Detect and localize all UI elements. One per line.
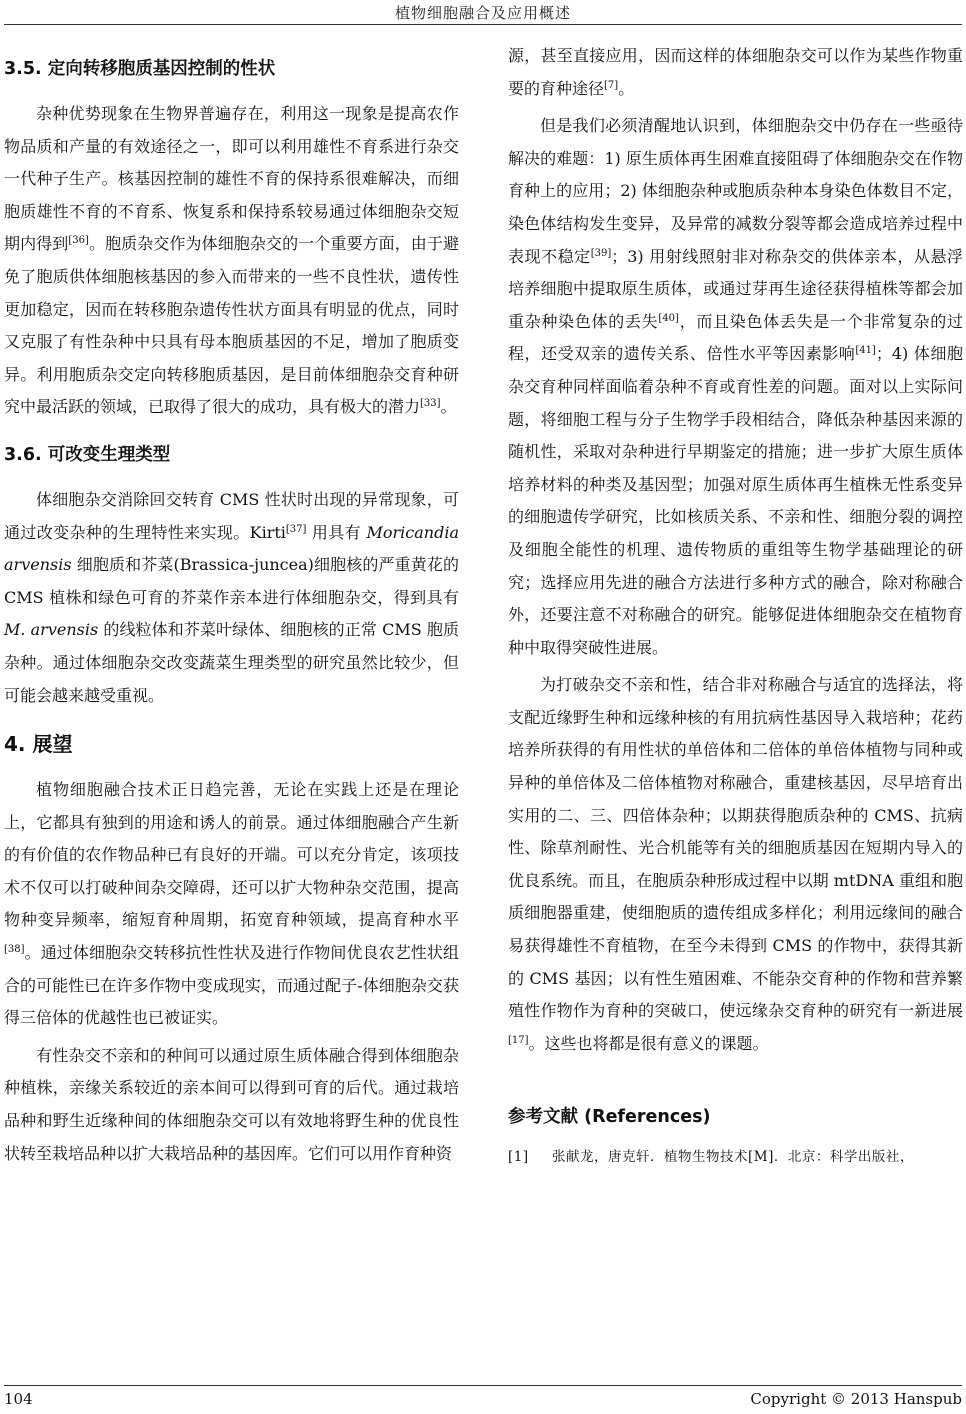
citation: [39] (590, 247, 612, 259)
challenges-paragraph: 但是我们必须清醒地认识到，体细胞杂交中仍存在一些亟待解决的难题：1) 原生质体再生困难直接阻碍了体细胞杂交在作物育种上的应用；2) 体细胞杂种或胞质杂种本身染色体数目不定，染色体结构发生变异，及异常的减数分裂等都会造成培养过程中表现不稳定[39]；3) 用射线照射非对称杂交的供体亲本，从悬浮培养细胞中提取原生质体，或通过芽再生途径获得植株等都会加重杂种染色体的丢失[40]，而且染色体丢失是一个非常复杂的过程，还受双亲的遗传关系、倍性水平等因素影响[41]；4) 体细胞杂交育种同样面临着杂种不育或育性差的问题。面对以上实际问题，将细胞工程与分子生物学手段相结合，降低杂种基因来源的随机性，采取对杂种进行早期鉴定的措施；进一步扩大原生质体培养材料的种类及基因型；加强对原生质体再生植株无性系变异的细胞遗传学研究，比如核质关系、不亲和性、细胞分裂的调控及细胞全能性的机理、遗传物质的重组等生物学基础理论的研究；选择应用先进的融合方法进行多种方式的融合，除对称融合外，还要注意不对称融合的研究。能够促进体细胞杂交在植物育种中取得突破性进展。 (508, 116, 963, 657)
running-title: 植物细胞融合及应用概述 (394, 4, 571, 22)
citation: [41] (855, 345, 876, 357)
reference-item (508, 1146, 963, 1168)
reference-number: [1] (508, 1149, 529, 1166)
reference-text: 张献龙，唐克轩．植物生物技术[M]．北京：科学出版社， (552, 1149, 914, 1166)
citation: [7] (604, 79, 619, 91)
section-3-6-paragraph: 体细胞杂交消除回交转育 CMS 性状时出现的异常现象，可通过改变杂种的生理特性来实现。Kirti[37] 用具有 Moricandia arvensis 细胞质和芥菜(Brassica-juncea)细胞核的严重黄花的 CMS 植株和绿色可育的芥菜作亲本进行体细胞杂交，得到具有 M. arvensis 的线粒体和芥菜叶绿体、细胞核的正常 CMS 胞质杂种。通过体细胞杂交改变蔬菜生理类型的研究虽然比较少，但可能会越来越受重视。 (4, 489, 459, 705)
section-3-5-paragraph: 杂种优势现象在生物界普遍存在，利用这一现象是提高农作物品质和产量的有效途径之一，即可以利用雄性不育系进行杂交一代种子生产。核基因控制的雄性不育的保持系很难解决，而细胞质雄性不育的不育系、恢复系和保持系较易通过体细胞杂交短期内得到[36]。胞质杂交作为体细胞杂交的一个重要方面，由于避免了胞质供体细胞核基因的参入而带来的一些不良性状，遗传性更加稳定，因而在转移胞杂遗传性状方面具有明显的优点，同时又克服了有性杂种中只具有母本胞质基因的不足，增加了胞质变异。利用胞质杂交定向转移胞质基因，是目前体细胞杂交育种研究中最活跃的领域，已取得了很大的成功，具有极大的潜力[33]。 (4, 104, 459, 417)
species-name: M. arvensis (4, 620, 99, 640)
section-4-paragraph-1: 植物细胞融合技术正日趋完善，无论在实践上还是在理论上，它都具有独到的用途和诱人的前景。通过体细胞融合产生新的有价值的农作物品种已有良好的开端。可以充分肯定，该项技术不仅可以打破种间杂交障碍，还可以扩大物种杂交范围，提高物种变异频率，缩短育种周期，拓宽育种领域，提高育种水平[38]。通过体细胞杂交转移抗性性状及进行作物间优良农艺性状组合的可能性已在许多作物中变成现实，而通过配子-体细胞杂交获得三倍体的优越性也已被证实。 (4, 780, 459, 1028)
continued-paragraph: 源，甚至直接应用，因而这样的体细胞杂交可以作为某些作物重要的育种途径[7]。 (508, 46, 963, 98)
citation: [33] (420, 398, 441, 410)
header-rule (4, 24, 962, 25)
page-number: 104 (4, 1390, 33, 1408)
section-4-heading: 4. 展望 (4, 732, 73, 757)
species-name: Moricandia arvensis (4, 522, 459, 575)
footer-rule (4, 1385, 962, 1386)
copyright-notice: Copyright © 2013 Hanspub (750, 1390, 962, 1408)
right-column (508, 40, 963, 1168)
section-3-5-heading: 3.5. 定向转移胞质基因控制的性状 (4, 59, 276, 79)
citation: [17] (508, 1034, 529, 1046)
outlook-paragraph: 为打破杂交不亲和性，结合非对称融合与适宜的选择法，将支配近缘野生种和远缘种核的有用抗病性基因导入栽培种；花药培养所获得的有用性状的单倍体和二倍体的单倍体植物与同种或异种的单倍体及二倍体植物对称融合，重建核基因，尽早培育出实用的二、三、四倍体杂种；以期获得胞质杂种的 CMS、抗病性、除草剂耐性、光合机能等有关的细胞质基因在短期内导入的优良系统。而且，在胞质杂种形成过程中以期 mtDNA 重组和胞质细胞器重建，使细胞质的遗传组成多样化；利用远缘间的融合易获得雄性不育植物，在至今未得到 CMS 的作物中，获得其新的 CMS 基因；以有性生殖困难、不能杂交育种的作物和营养繁殖性作物作为育种的突破口，使远缘杂交育种的研究有一新进展[17]。这些也将都是很有意义的课题。 (508, 675, 963, 1053)
left-column (4, 40, 459, 1170)
citation: [36] (68, 235, 89, 247)
section-4-paragraph-2: 有性杂交不亲和的种间可以通过原生质体融合得到体细胞杂种植株，亲缘关系较近的亲本间可以得到可育的后代。通过栽培品种和野生近缘种间的体细胞杂交可以有效地将野生种的优良性状转至栽培品种以扩大栽培品种的基因库。它们可以用作育种资 (4, 1045, 459, 1163)
section-3-6-heading: 3.6. 可改变生理类型 (4, 444, 171, 465)
citation: [38] (4, 944, 25, 956)
citation: [40] (658, 312, 679, 324)
citation: [37] (285, 523, 307, 535)
references-heading: 参考文献 (References) (508, 1107, 711, 1128)
